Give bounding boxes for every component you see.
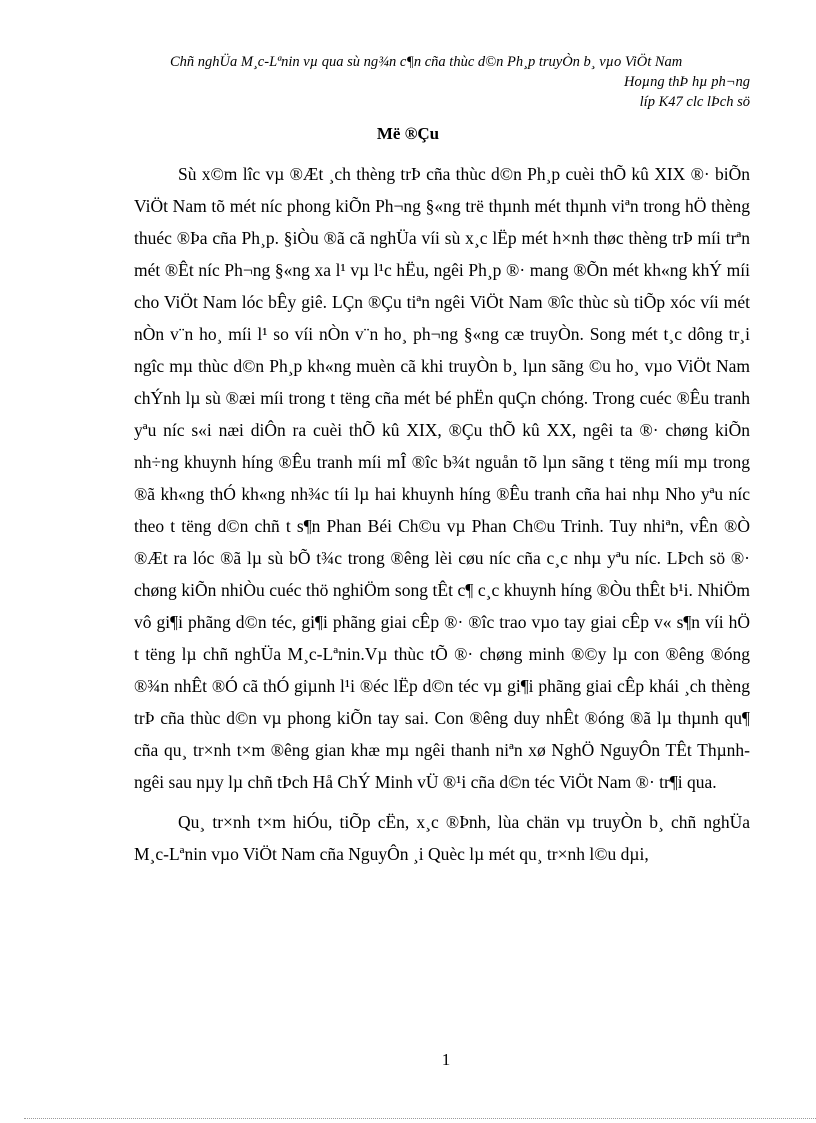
header-author-name: Hoµng thÞ hµ ph¬ng xyxy=(624,74,750,90)
page-number: 1 xyxy=(441,1050,451,1069)
paragraph-2: Qu¸ tr×nh t×m hiÓu, tiÕp cËn, x¸c ®Þnh, lùa chän vµ truyÒn b¸ chñ nghÜa M¸c-Lªnin vµo ViÖt Nam cña NguyÔn ¸i Quèc lµ mét qu¸ tr×nh l©u dµi, xyxy=(134,812,750,864)
body-text xyxy=(134,158,750,870)
header-document-title: Chñ nghÜa M¸c-Lªnin vµ qua sù ng¾n c¶n cña thùc d©n Ph¸p truyÒn b¸ vµo ViÖt Nam xyxy=(170,54,683,70)
paragraph-1: Sù x©m lîc vµ ®Æt ¸ch thèng trÞ cña thùc d©n Ph¸p cuèi thÕ kû XIX ®· biÕn ViÖt Nam tõ mét níc phong kiÕn Ph¬ng §«ng trë thµnh mét thµnh viªn trong hÖ thèng thuéc ®Þa cña Ph¸p. §iÒu ®ã cã nghÜa víi sù x¸c lËp mét h×nh thøc thèng trÞ míi trªn mét ®Êt níc Ph¬ng §«ng xa l¹ vµ l¹c hËu, ngêi Ph¸p ®· mang ®Õn mét kh«ng khÝ míi cho ViÖt Nam lóc bÊy giê. LÇn ®Çu tiªn ngêi ViÖt Nam ®îc thùc sù tiÕp xóc víi mét nÒn v¨n ho¸ míi l¹ so víi nÒn v¨n ho¸ ph¬ng §«ng cæ truyÒn. Song mét t¸c dông tr¸i ngîc mµ thùc d©n Ph¸p kh«ng muèn cã khi truyÒn b¸ lµn sãng ©u ho¸ vµo ViÖt Nam chÝnh lµ sù ®æi míi trong t tëng cña mét bé phËn quÇn chóng. Trong cuéc ®Êu tranh yªu níc s«i næi diÔn ra cuèi thÕ kû XIX, ®Çu thÕ kû XX, ngêi ta ®· chøng kiÕn nh÷ng khuynh híng ®Êu tranh míi mÎ ®îc b¾t nguån tõ lµn sãng t tëng míi mµ trong ®ã kh«ng thÓ kh«ng nh¾c tíi lµ hai khuynh híng ®Êu tranh cña hai nhµ Nho yªu níc theo t tëng d©n chñ t s¶n Phan Béi Ch©u vµ Phan Ch©u Trinh. Tuy nhiªn, vÊn ®Ò ®Æt ra lóc ®ã lµ sù bÕ t¾c trong ®êng lèi cøu níc cña c¸c nhµ yªu níc. LÞch sö ®· chøng kiÕn nhiÒu cuéc thö nghiÖm song tÊt c¶ c¸c khuynh híng ®Òu thÊt b¹i. NhiÖm vô gi¶i phãng d©n téc, gi¶i phãng giai cÊp ®· ®îc trao vµo tay giai cÊp v« s¶n víi hÖ t tëng lµ chñ nghÜa M¸c-Lªnin.Vµ thùc tÕ ®· chøng minh ®©y lµ con ®êng ®óng ®¾n nhÊt ®Ó cã thÓ giµnh l¹i ®éc lËp d©n téc vµ gi¶i phãng giai cÊp khái ¸ch thèng trÞ cña thùc d©n vµ phong kiÕn tay sai. Con ®êng duy nhÊt ®óng ®ã lµ thµnh qu¶ cña qu¸ tr×nh t×m ®êng gian khæ mµ ngêi thanh niªn xø NghÖ NguyÔn TÊt Thµnh- ngêi sau nµy lµ chñ tÞch Hå ChÝ Minh vÜ ®¹i cña d©n téc ViÖt Nam ®· tr¶i qua. xyxy=(134,164,750,792)
footer-dotted-rule xyxy=(24,1118,816,1119)
running-header xyxy=(130,52,750,112)
section-title: Më ®Çu xyxy=(376,124,440,143)
header-class-name: líp K47 clc lÞch sö xyxy=(639,94,750,110)
